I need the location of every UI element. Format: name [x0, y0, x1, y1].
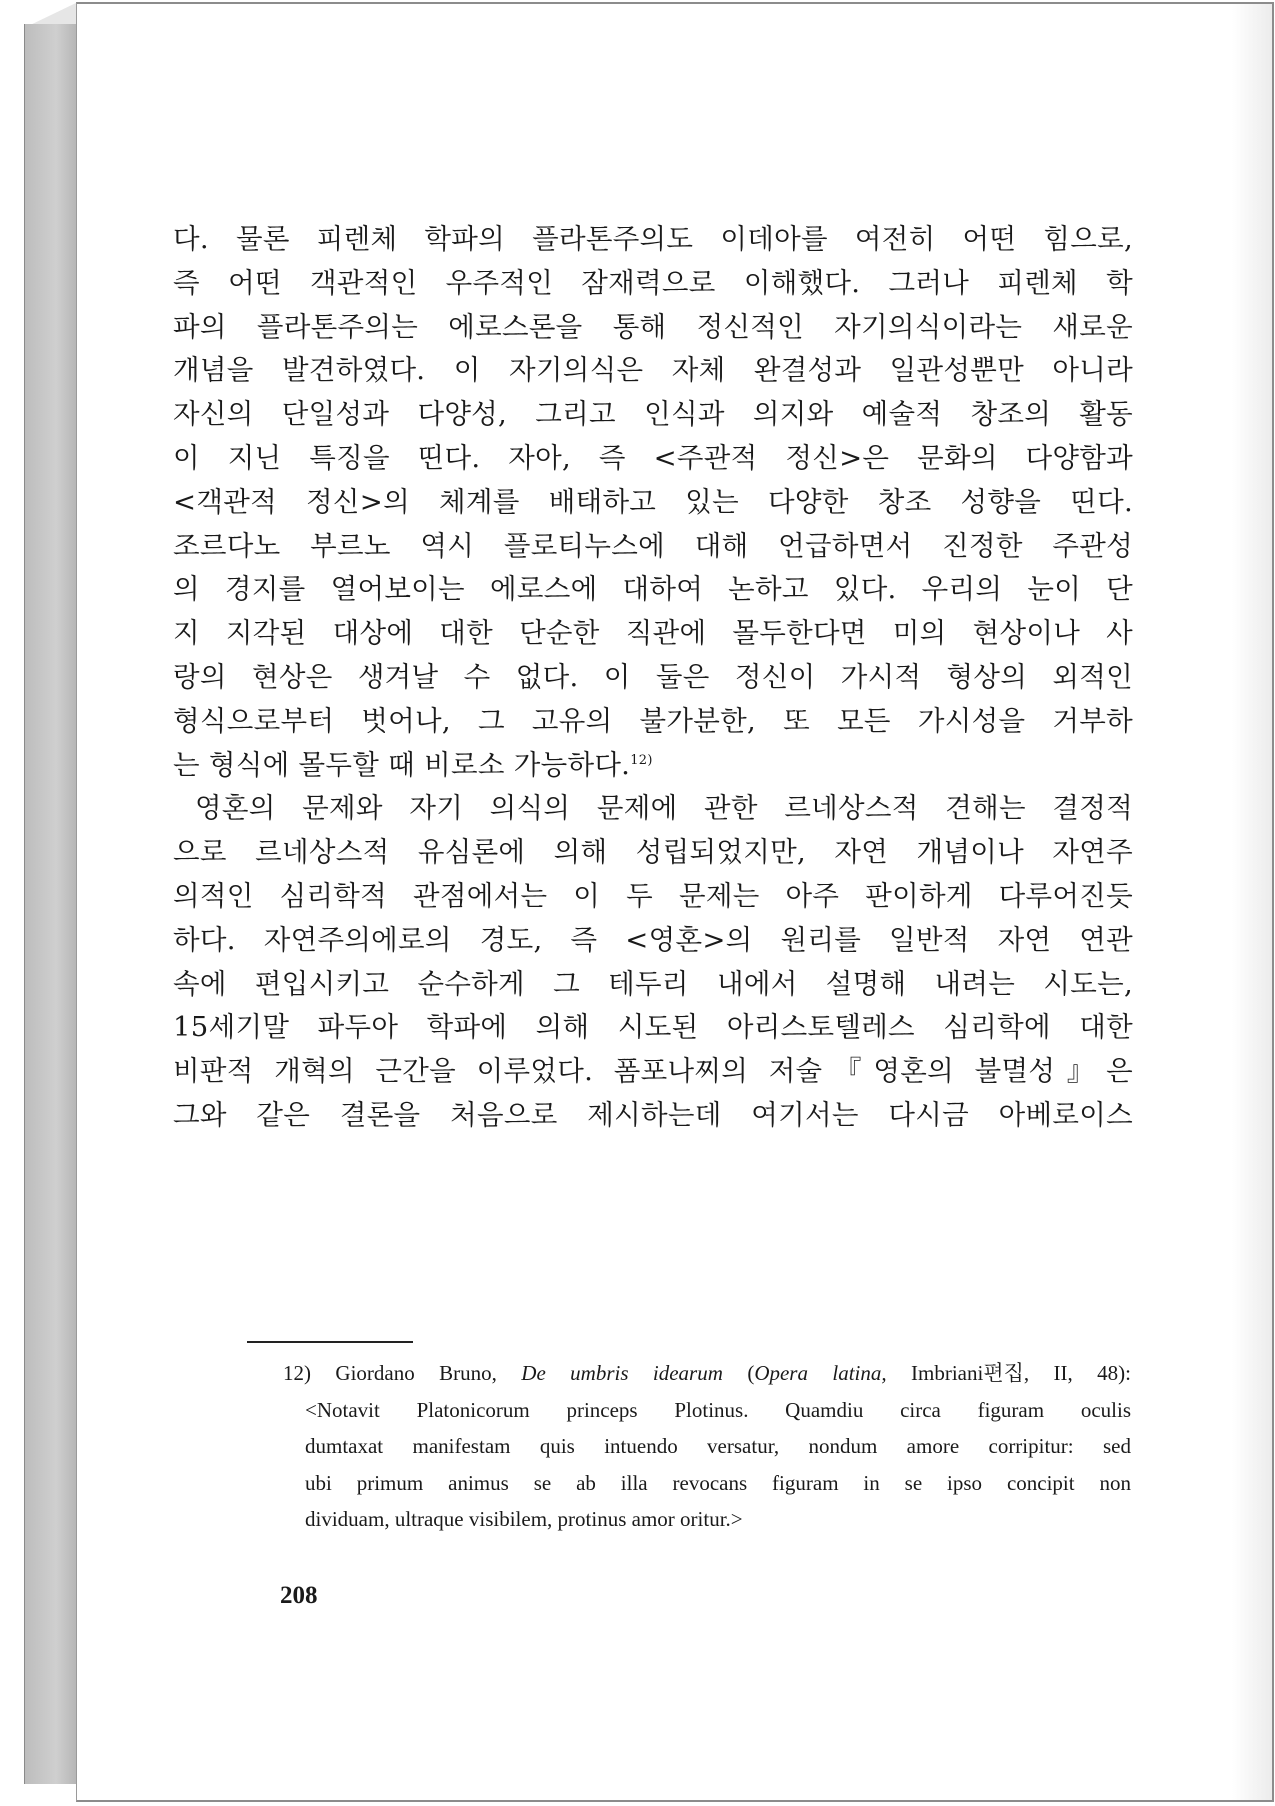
text-line: <객관적 정신>의 체계를 배태하고 있는 다양한 창조 성향을 띤다.: [173, 485, 1133, 518]
footnote-divider: [247, 1341, 413, 1343]
text-line: 으로 르네상스적 유심론에 의해 성립되었지만, 자연 개념이나 자연주: [173, 836, 1133, 869]
footnote-paren: (: [747, 1361, 755, 1385]
text-line: [173, 744, 1133, 788]
text-line: 그와 같은 결론을 처음으로 제시하는데 여기서는 다시금 아베로이스: [173, 1098, 1133, 1131]
text-line: 조르다노 부르노 역시 플로티누스에 대해 언급하면서 진정한 주관성: [173, 529, 1133, 562]
page-edge-shadow: [1232, 4, 1272, 1800]
text-line: 속에 편입시키고 순수하게 그 테두리 내에서 설명해 내려는 시도는,: [173, 967, 1133, 1000]
text-line: 즉 어떤 객관적인 우주적인 잠재력으로 이해했다. 그러나 피렌체 학: [173, 266, 1133, 299]
text-line: 개념을 발견하였다. 이 자기의식은 자체 완결성과 일관성뿐만 아니라: [173, 354, 1133, 387]
body-text: [173, 218, 1133, 1138]
footnote-title: De umbris idearum: [521, 1361, 723, 1385]
text-line: 하다. 자연주의에로의 경도, 즉 <영혼>의 원리를 일반적 자연 연관: [173, 923, 1133, 956]
text-line: 비판적 개혁의 근간을 이루었다. 폼포나찌의 저술『영혼의 불멸성』은: [173, 1055, 1133, 1088]
text-line: 영혼의 문제와 자기 의식의 문제에 관한 르네상스적 견해는 결정적: [195, 792, 1133, 825]
footnote-quote-line: dividuam, ultraque visibilem, protinus amor oritur.>: [305, 1507, 743, 1532]
text-line: 형식으로부터 벗어나, 그 고유의 불가분한, 또 모든 가시성을 거부하: [173, 704, 1133, 737]
book-spine: [24, 24, 77, 1784]
text-line: 의적인 심리학적 관점에서는 이 두 문제는 아주 판이하게 다루어진듯: [173, 879, 1133, 912]
text-line: 랑의 현상은 생겨날 수 없다. 이 둘은 정신이 가시적 형상의 외적인: [173, 660, 1133, 693]
footnote-work: Opera latina,: [754, 1361, 887, 1385]
text-line: 파의 플라톤주의는 에로스론을 통해 정신적인 자기의식이라는 새로운: [173, 310, 1133, 343]
text-line: 의 경지를 열어보이는 에로스에 대하여 논하고 있다. 우리의 눈이 단: [173, 573, 1133, 606]
text-line: 지 지각된 대상에 대한 단순한 직관에 몰두한다면 미의 현상이나 사: [173, 617, 1133, 650]
footnote-quote-line: <Notavit Platonicorum princeps Plotinus. Quamdiu circa figuram oculis: [305, 1397, 1131, 1422]
footnote-quote-line: dumtaxat manifestam quis intuendo versatur, nondum amore corripitur: sed: [305, 1434, 1131, 1459]
text-line: 15세기말 파두아 학파에 의해 시도된 아리스토텔레스 심리학에 대한: [173, 1011, 1133, 1044]
footnote-quote-line: ubi primum animus se ab illa revocans figuram in se ipso concipit non: [305, 1470, 1131, 1495]
text-line: 다. 물론 피렌체 학파의 플라톤주의도 이데아를 여전히 어떤 힘으로,: [173, 223, 1133, 255]
footnote-reference: 12): [630, 752, 653, 768]
footnote-number: 12): [283, 1361, 311, 1385]
footnote-edition: Imbriani편집, II, 48):: [886, 1361, 1132, 1385]
footnote-citation-line: [283, 1355, 1131, 1392]
text-line-content: 는 형식에 몰두할 때 비로소 가능하다.: [173, 748, 631, 781]
page-number: 208: [280, 1582, 318, 1609]
text-line: 자신의 단일성과 다양성, 그리고 인식과 의지와 예술적 창조의 활동: [173, 398, 1133, 431]
footnote: [283, 1355, 1131, 1538]
text-line: 이 지닌 특징을 띤다. 자아, 즉 <주관적 정신>은 문화의 다양함과: [173, 441, 1133, 474]
footnote-author: Giordano Bruno,: [335, 1361, 497, 1385]
